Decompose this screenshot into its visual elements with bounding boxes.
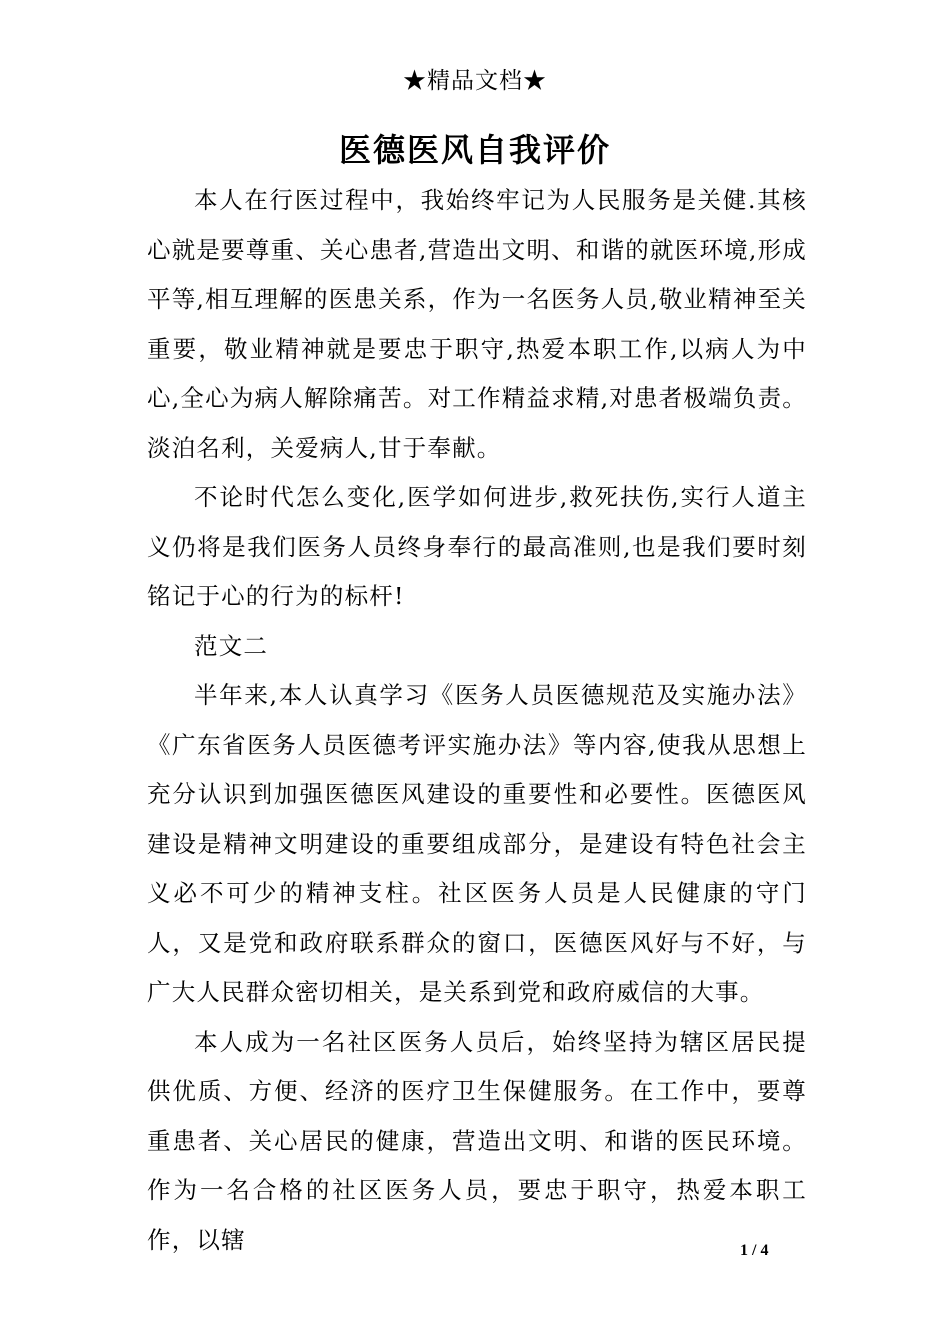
paragraph-4: 半年来,本人认真学习《医务人员医德规范及实施办法》《广东省医务人员医德考评实施办法》等内容,使我从思想上充分认识到加强医德医风建设的重要性和必要性。医德医风建设是精神文明建设的重要组成部分，是建设有特色社会主义必不可少的精神支柱。社区医务人员是人民健康的守门人，又是党和政府联系群众的窗口，医德医风好与不好，与广大人民群众密切相关，是关系到党和政府威信的大事。 [147,681,807,1006]
document-body [147,176,807,1265]
document-header: ★精品文档★ [403,68,547,94]
paragraph-5: 本人成为一名社区医务人员后，始终坚持为辖区居民提供优质、方便、经济的医疗卫生保健服务。在工作中，要尊重患者、关心居民的健康，营造出文明、和谐的医民环境。作为一名合格的社区医务人员，要忠于职守，热爱本职工作，以辖 [147,1027,807,1254]
paragraph-3-subheading: 范文二 [194,631,269,660]
document-title: 医德医风自我评价 [338,131,611,169]
page-number: 1 / 4 [740,1242,769,1259]
paragraph-1: 本人在行医过程中，我始终牢记为人民服务是关健.其核心就是要尊重、关心患者,营造出文明、和谐的就医环境,形成平等,相互理解的医患关系，作为一名医务人员,敬业精神至关重要，敬业精神就是要忠于职守,热爱本职工作,以病人为中心,全心为病人解除痛苦。对工作精益求精,对患者极端负责。淡泊名利，关爱病人,甘于奉献。 [147,186,807,462]
paragraph-2: 不论时代怎么变化,医学如何进步,救死扶伤,实行人道主义仍将是我们医务人员终身奉行的最高准则,也是我们要时刻铭记于心的行为的标杆! [147,483,807,610]
